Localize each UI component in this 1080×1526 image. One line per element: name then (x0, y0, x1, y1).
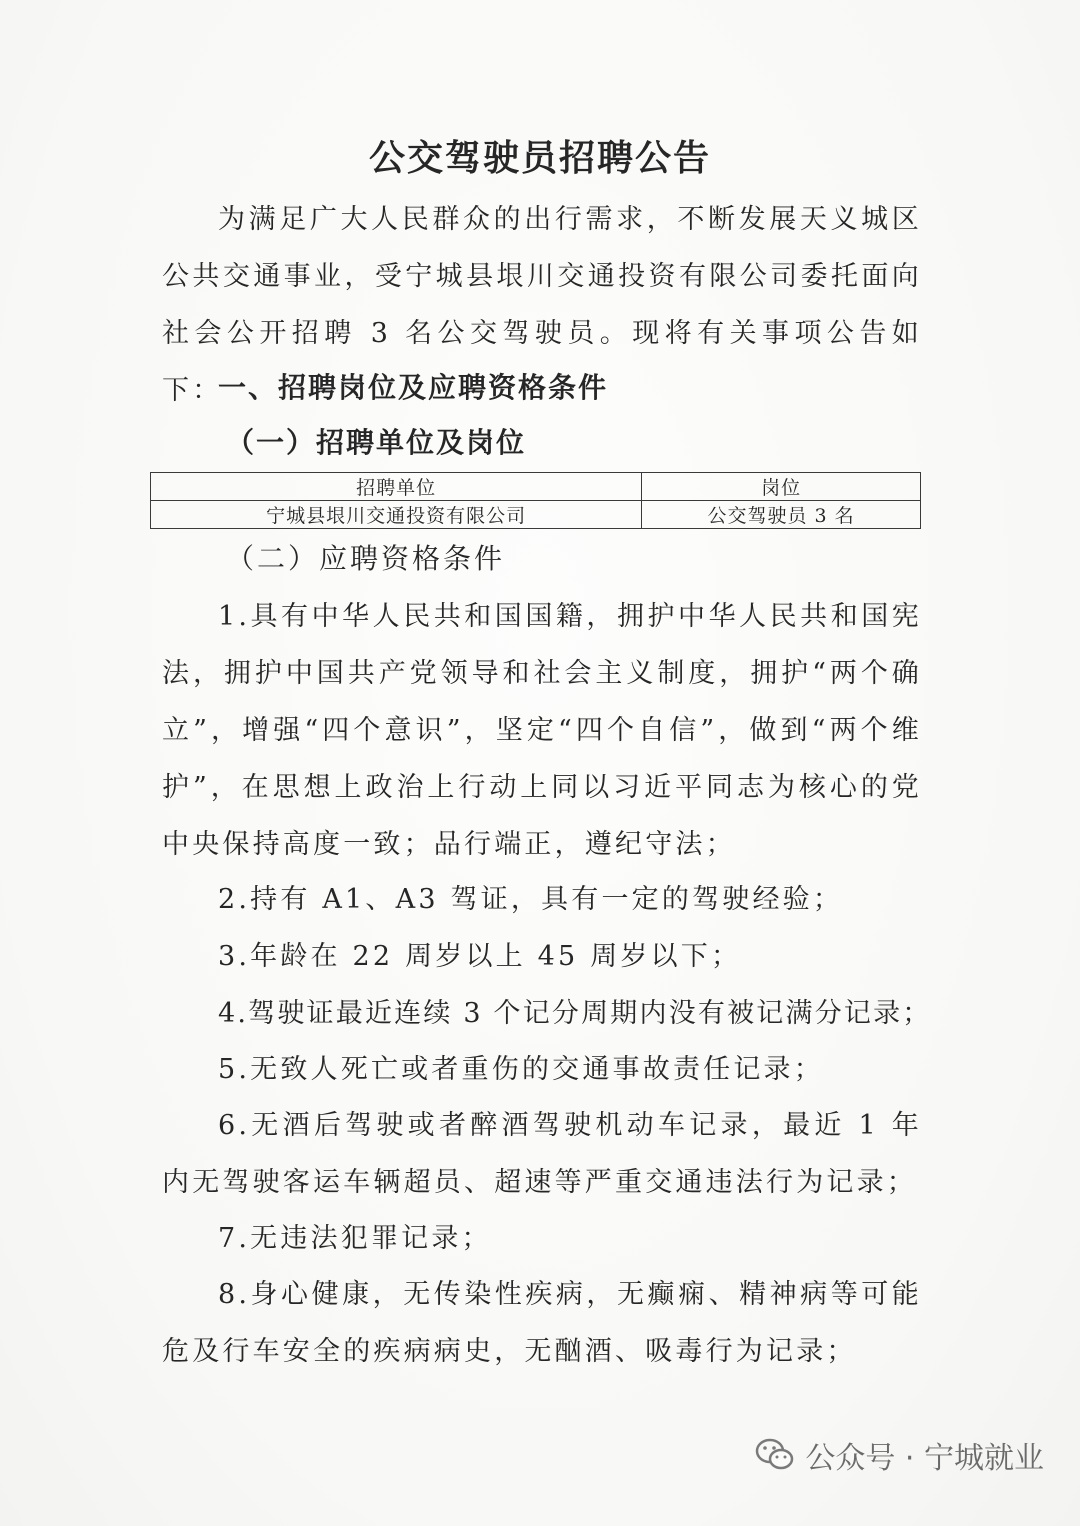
section1-heading: 一、招聘岗位及应聘资格条件 (218, 371, 609, 404)
list-item: 4.驾驶证最近连续 3 个记分周期内没有被记满分记录； (218, 998, 932, 1029)
list-item: 2.持有 A1、A3 驾证，具有一定的驾驶经验； (218, 884, 844, 915)
sub2-heading: （二）应聘资格条件 (226, 542, 506, 575)
list-item: 7.无违法犯罪记录； (218, 1223, 492, 1254)
table-header-cell: 岗位 (642, 473, 921, 501)
recruitment-table (150, 472, 921, 529)
page-title: 公交驾驶员招聘公告 (368, 137, 711, 179)
table-header-cell: 招聘单位 (151, 473, 642, 501)
table-cell: 公交驾驶员 3 名 (642, 501, 921, 529)
wechat-icon (755, 1437, 795, 1473)
table-header-row (151, 473, 921, 501)
list-item: 3.年龄在 22 周岁以上 45 周岁以下； (218, 941, 742, 972)
intro-paragraph: 为满足广大人民群众的出行需求，不断发展天义城区公共交通事业，受宁城县垠川交通投资有限公司委托面向社会公开招聘 3 名公交驾驶员。现将有关事项公告如下： (162, 204, 922, 406)
list-item: 8.身心健康，无传染性疾病，无癫痫、精神病等可能危及行车安全的疾病病史，无酗酒、吸毒行为记录； (162, 1279, 922, 1367)
table-row (151, 501, 921, 529)
list-item: 1.具有中华人民共和国国籍，拥护中华人民共和国宪法，拥护中国共产党领导和社会主义制度，拥护“两个确立”，增强“四个意识”，坚定“四个自信”，做到“两个维护”，在思想上政治上行动上同以习近平同志为核心的党中央保持高度一致；品行端正，遵纪守法； (162, 601, 922, 860)
sub1-heading: （一）招聘单位及岗位 (226, 426, 527, 459)
table-cell: 宁城县垠川交通投资有限公司 (151, 501, 642, 529)
watermark-text: 公众号 · 宁城就业 (805, 1441, 1044, 1476)
list-item: 6.无酒后驾驶或者醉酒驾驶机动车记录，最近 1 年内无驾驶客运车辆超员、超速等严重交通违法行为记录； (162, 1110, 922, 1198)
watermark (755, 1430, 1044, 1480)
list-item: 5.无致人死亡或者重伤的交通事故责任记录； (218, 1054, 824, 1085)
